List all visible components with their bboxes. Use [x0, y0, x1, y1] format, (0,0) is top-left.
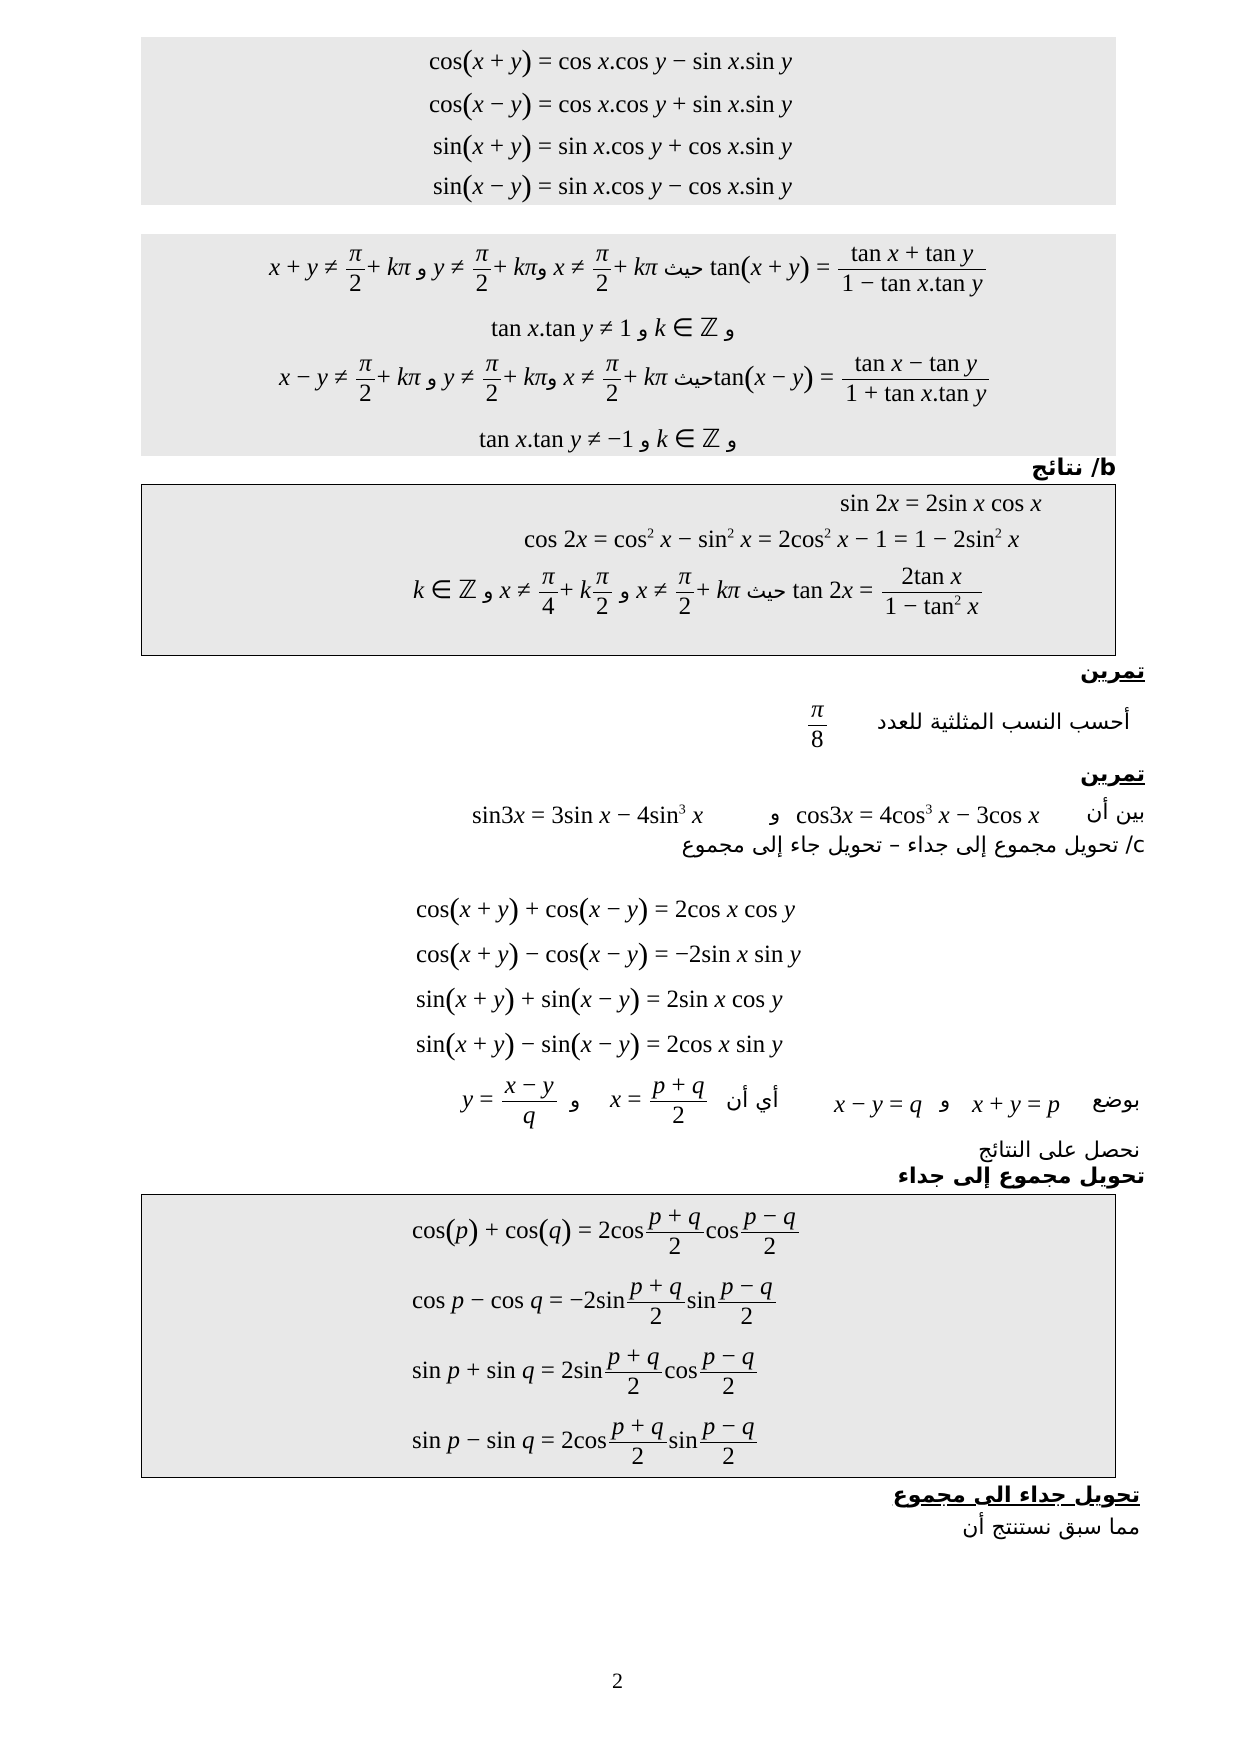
condition-tan-sum: tan x.tan y ≠ 1 و k ∈ ℤ و: [491, 315, 735, 342]
formula-cos-2x: $\cos 2x = \cos^2 x - \sin^2 x = 2\cos^2$ $x - 1 = 1 - 2\sin^2$ x: [524, 526, 1020, 553]
formula-cos-sum: cos(x + y) = cos x.cos y − sin x.sin y: [429, 43, 792, 78]
results-text: نحصل على النتائج: [978, 1138, 1140, 1163]
formula-cos-sum-minus-diff: cos(x + y) − cos(x − y) = −2sin x sin y: [416, 936, 801, 971]
formula-tan-sum: x + y ≠ $\frac{\pi}{2}$ + kπ و y ≠ $\frac{\pi}{2}$ + kπو x ≠ $\frac{\pi}{2}$ + kπ حيث tan(x + y) = $\frac{\text{tan x + tan y}}{\text{1 − tan x.tan y}}$: [269, 240, 988, 299]
sum-to-product-box: [141, 1194, 1116, 1478]
substitution-x-value: x = $\frac{p + q}{2}$: [610, 1072, 709, 1131]
exercise-1-text: أحسب النسب المثلثية للعدد: [876, 710, 1130, 735]
double-angle-box: [141, 484, 1116, 656]
formula-tan-2x: k ∈ ℤ و x ≠ $\frac{\pi}{4}$ + k $\frac{\pi}{2}$ و x ≠ $\frac{\pi}{2}$ + kπ حيث tan 2x = $\frac{\text{2tan x}}{1 - \tan^2 x}$: [413, 563, 984, 622]
heading-product-to-sum: تحويل جداء الى مجموع: [892, 1483, 1140, 1508]
exercise-2-bayyin: بين أن: [1086, 800, 1145, 825]
tangent-formulas-box: [141, 234, 1116, 456]
formula-cos-p-plus-cos-q: cos(p) + cos(q) = 2cos $\frac{p + q}{2}$ cos $\frac{p - q}{2}$: [412, 1203, 801, 1262]
addition-formulas-box: [141, 37, 1116, 205]
formula-tan-diff: x − y ≠ $\frac{\pi}{2}$ + kπ و y ≠ $\frac{\pi}{2}$ + kπو x ≠ $\frac{\pi}{2}$ + kπ حيثtan(x − y) = $\frac{\text{tan x − tan y}}{\text{1 + tan x.tan y}}$: [279, 350, 991, 409]
substitution-ay-anna: أي أن: [726, 1088, 779, 1113]
substitution-wa-1: و: [940, 1088, 951, 1112]
substitution-wa-2: و: [570, 1088, 581, 1112]
formula-cos-sum-plus-diff: cos(x + y) + cos(x − y) = 2cos x cos y: [416, 891, 795, 926]
formula-sin-diff: sin(x − y) = sin x.cos y − cos x.sin y: [433, 168, 792, 203]
exercise-1-fraction: $\frac{\pi}{8}$: [806, 696, 829, 755]
heading-transformations: c/ تحويل مجموع إلى جداء – تحويل جاء إلى مجموع: [681, 833, 1145, 858]
formula-sin-2x: sin 2x = 2sin x cos x: [840, 490, 1042, 517]
substitution-x-minus-y: x − y = q: [834, 1091, 922, 1118]
formula-cos-diff: cos(x − y) = cos x.cos y + sin x.sin y: [429, 86, 792, 121]
heading-results: b/ نتائج: [1031, 455, 1116, 481]
formula-sin-sum-plus-diff: sin(x + y) + sin(x − y) = 2sin x cos y: [416, 981, 783, 1016]
substitution-bi-wad: بوضع: [1092, 1088, 1140, 1113]
substitution-y-value: y = $\frac{x - y}{q}$: [462, 1072, 559, 1131]
substitution-x-plus-y: x + y = p: [972, 1091, 1060, 1118]
page-number: 2: [612, 1668, 623, 1693]
condition-tan-diff: tan x.tan y ≠ −1 و k ∈ ℤ و: [479, 426, 737, 453]
deduce-text: مما سبق نستنتج أن: [962, 1515, 1140, 1540]
exercise-2-cos3x: $\cos 3x = 4\cos^3$ x − 3cos x: [796, 802, 1040, 829]
formula-sin-sum-minus-diff: sin(x + y) − sin(x − y) = 2cos x sin y: [416, 1026, 783, 1061]
formula-sin-p-minus-sin-q: sin p − sin q = 2cos $\frac{p + q}{2}$ sin $\frac{p - q}{2}$: [412, 1413, 759, 1472]
formula-cos-p-minus-cos-q: cos p − cos q = −2sin $\frac{p + q}{2}$ sin $\frac{p - q}{2}$: [412, 1273, 778, 1332]
formula-sin-p-plus-sin-q: sin p + sin q = 2sin $\frac{p + q}{2}$ cos $\frac{p - q}{2}$: [412, 1343, 759, 1402]
formula-sin-sum: sin(x + y) = sin x.cos y + cos x.sin y: [433, 128, 792, 163]
exercise-2-sin3x: sin3x = 3sin $x - 4\sin^3$ x: [472, 802, 704, 829]
heading-exercise-1: تمرين: [1080, 659, 1145, 684]
heading-exercise-2: تمرين: [1080, 762, 1145, 787]
exercise-2-wa: و: [770, 801, 781, 825]
heading-sum-to-product: تحويل مجموع إلى جداء: [897, 1164, 1145, 1189]
